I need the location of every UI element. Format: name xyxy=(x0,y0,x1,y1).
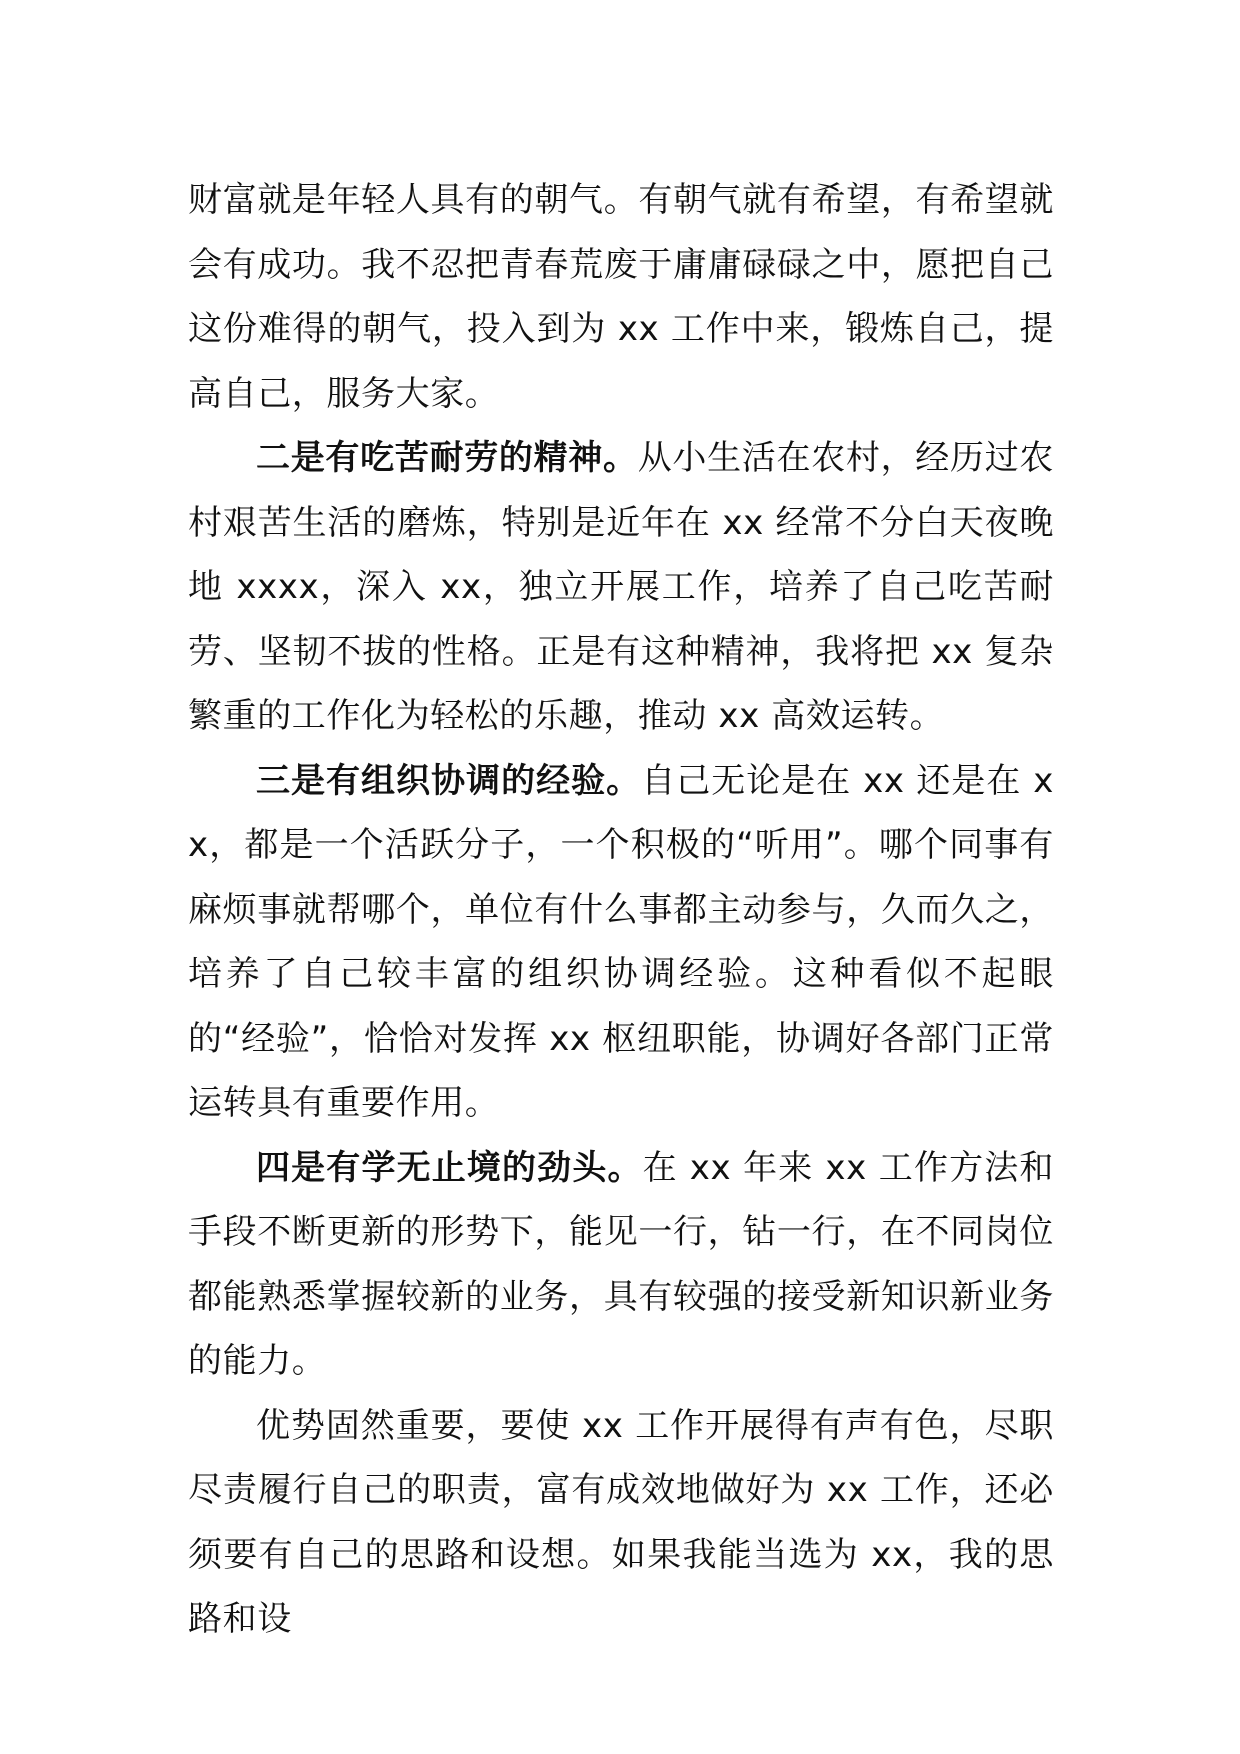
paragraph-3-lead: 三是有组织协调的经验。 xyxy=(256,760,642,801)
paragraph-2-text: 从小生活在农村，经历过农村艰苦生活的磨炼，特别是近年在 xx 经常不分白天夜晚地 xxxx，深入 xx，独立开展工作，培养了自己吃苦耐劳、坚韧不拔的性格。正是有这种精神，我将把 xx 复杂繁重的工作化为轻松的乐趣，推动 xx 高效运转。 xyxy=(188,438,1054,736)
paragraph-1-text: 财富就是年轻人具有的朝气。有朝气就有希望，有希望就会有成功。我不忍把青春荒废于庸庸碌碌之中，愿把自己这份难得的朝气，投入到为 xx 工作中来，锻炼自己，提高自己，服务大家。 xyxy=(188,180,1054,414)
paragraph-4 xyxy=(188,1136,1054,1394)
paragraph-1 xyxy=(188,168,1054,426)
document-body xyxy=(188,168,1054,1652)
paragraph-3-text: 自己无论是在 xx 还是在 xx，都是一个活跃分子，一个积极的“听用”。哪个同事有麻烦事就帮哪个，单位有什么事都主动参与，久而久之，培养了自己较丰富的组织协调经验。这种看似不起眼的“经验”，恰恰对发挥 xx 枢纽职能，协调好各部门正常运转具有重要作用。 xyxy=(188,760,1054,1123)
paragraph-5-text: 优势固然重要，要使 xx 工作开展得有声有色，尽职尽责履行自己的职责，富有成效地做好为 xx 工作，还必须要有自己的思路和设想。如果我能当选为 xx，我的思路和设 xyxy=(188,1405,1054,1639)
paragraph-2 xyxy=(188,426,1054,749)
paragraph-4-lead: 四是有学无止境的劲头。 xyxy=(256,1147,643,1188)
paragraph-2-lead: 二是有吃苦耐劳的精神。 xyxy=(256,438,638,478)
paragraph-5 xyxy=(188,1394,1054,1652)
paragraph-4-text: 在 xx 年来 xx 工作方法和手段不断更新的形势下，能见一行，钻一行，在不同岗位都能熟悉掌握较新的业务，具有较强的接受新知识新业务的能力。 xyxy=(188,1147,1054,1381)
paragraph-3 xyxy=(188,749,1054,1136)
